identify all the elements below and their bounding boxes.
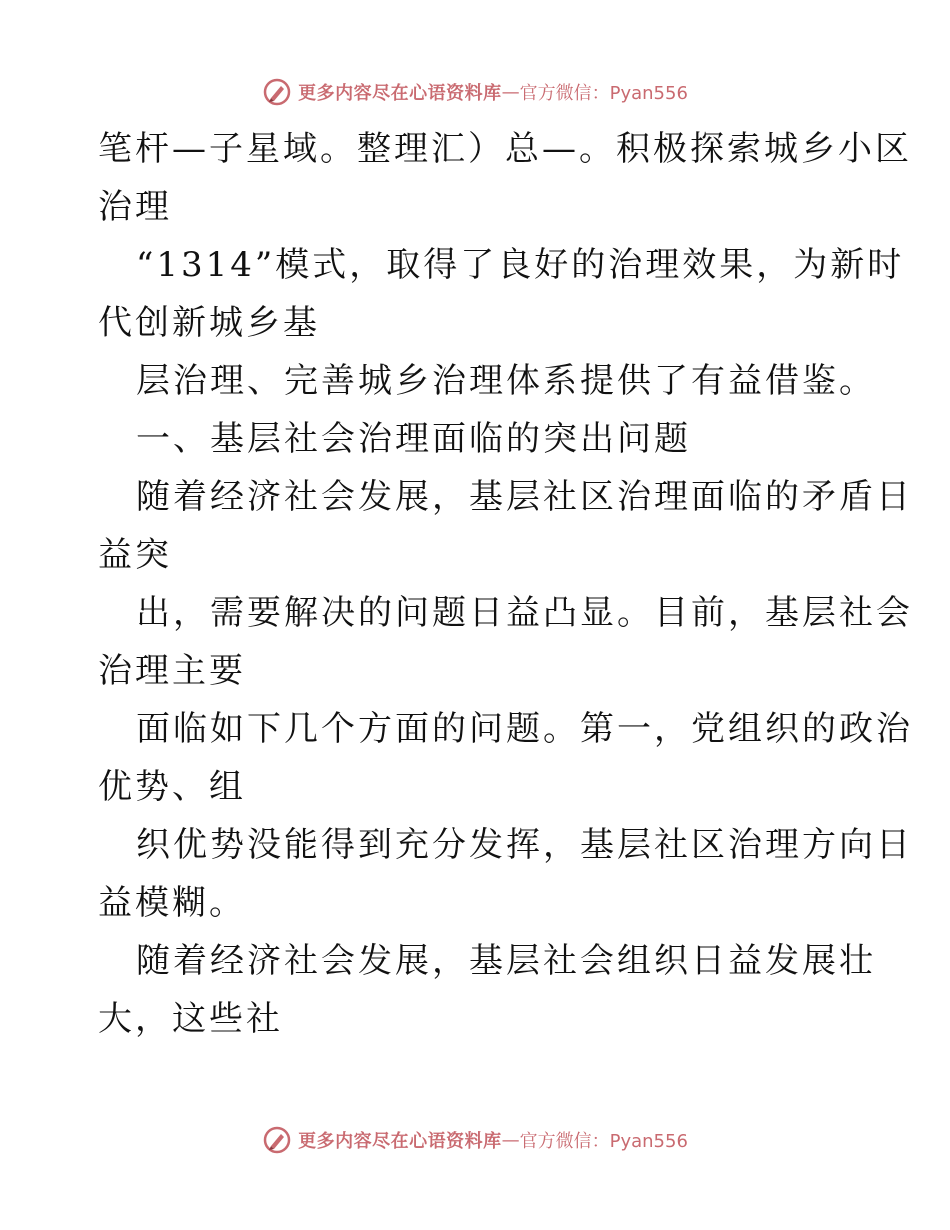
body-line: 织优势没能得到充分发挥，基层社区治理方向日: [136, 825, 913, 865]
body-line: 益模糊。: [98, 883, 246, 923]
footer-banner: [0, 1120, 950, 1160]
body-line: 层治理、完善城乡治理体系提供了有益借鉴。: [136, 361, 876, 401]
body-line: “1314”模式，取得了良好的治理效果，为新时: [136, 245, 905, 285]
header-banner: [0, 72, 950, 112]
banner-wechat: 官方微信：Pyan556: [519, 83, 688, 104]
body-line: 随着经济社会发展，基层社区治理面临的矛盾日: [136, 477, 913, 517]
pen-logo-icon: [262, 77, 292, 107]
banner-separator: —: [501, 1129, 520, 1151]
body-line: 随着经济社会发展，基层社会组织日益发展壮: [136, 941, 876, 981]
banner-wechat: 官方微信：Pyan556: [519, 1131, 688, 1152]
body-line: 出，需要解决的问题日益凸显。目前，基层社会: [136, 593, 913, 633]
body-line: 治理: [98, 187, 172, 227]
body-line: 笔杆—子星域。整理汇）总—。积极探索城乡小区: [98, 129, 912, 169]
body-line: 代创新城乡基: [98, 303, 320, 343]
body-line: 优势、组: [98, 767, 246, 807]
body-line: 治理主要: [98, 651, 246, 691]
body-line: 大，这些社: [98, 999, 283, 1039]
pen-logo-icon: [262, 1125, 292, 1155]
body-line: 面临如下几个方面的问题。第一，党组织的政治: [136, 709, 913, 749]
document-body: [98, 120, 913, 1048]
banner-title: 更多内容尽在心语资料库: [298, 83, 502, 104]
banner-title: 更多内容尽在心语资料库: [298, 1131, 502, 1152]
section-heading: 一、基层社会治理面临的突出问题: [136, 419, 691, 459]
body-line: 益突: [98, 535, 172, 575]
banner-separator: —: [501, 81, 520, 103]
